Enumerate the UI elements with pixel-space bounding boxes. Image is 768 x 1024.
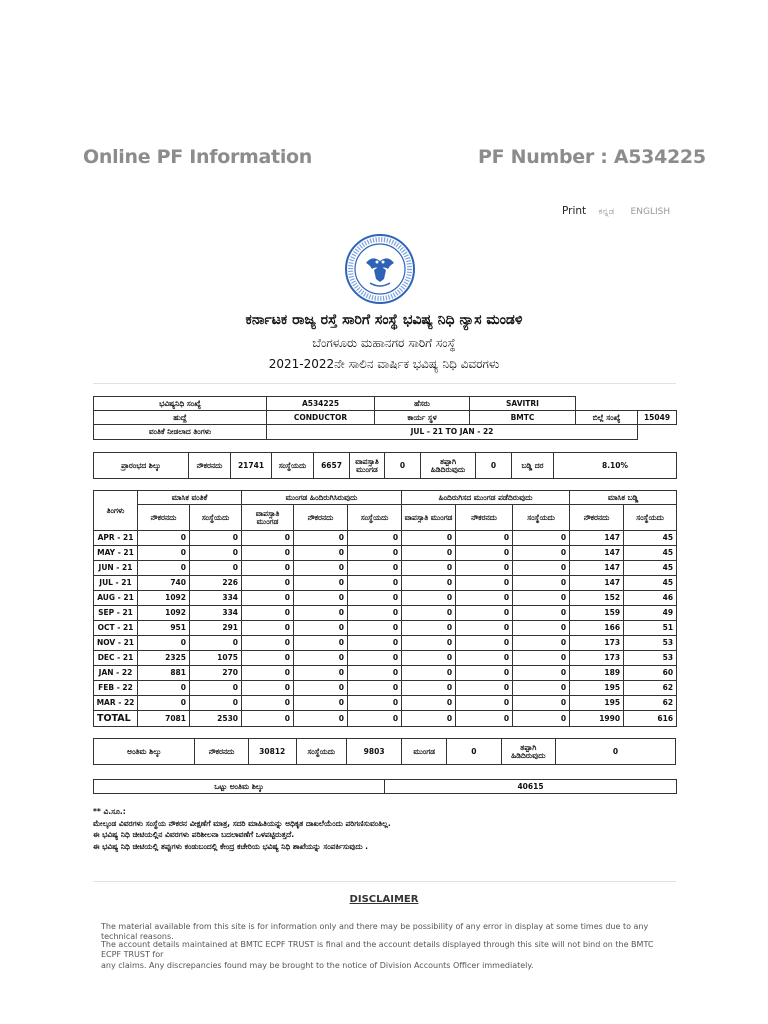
bmtc-logo xyxy=(344,233,416,305)
opening-refundable-label: ವಾಪಸ್ಸಾತಿ ಮುಂಗಡ xyxy=(350,453,385,479)
notes-heading: ** ವಿ.ಸೂ.: xyxy=(93,807,126,816)
sub-header: ನೌಕರನದು xyxy=(570,505,624,531)
note-line: ಮೇಲ್ಕಂಡ ವಿವರಗಳು ಸಂಸ್ಥೆಯ ನೌಕರನ ವೀಕ್ಷಣೆಗೆ ಮಾತ್ರ, ಸದರಿ ಮಾಹಿತಿಯನ್ನು ಅಧಿಕೃತ ದಾಖಲೆಯೆಂದು ಪರಿಗಣಿಸುವಂತಿಲ್ಲ. xyxy=(93,818,391,828)
value-cell: 226 xyxy=(190,576,242,591)
org-name: ಕರ್ನಾಟಕ ರಾಜ್ಯ ರಸ್ತೆ ಸಾರಿಗೆ ಸಂಸ್ಥೆ ಭವಿಷ್ಯ ನಿಧಿ ನ್ಯಾಸ ಮಂಡಳಿ xyxy=(245,312,523,328)
sub-header: ಸಂಸ್ಥೆಯದು xyxy=(513,505,570,531)
value-cell: 0 xyxy=(190,561,242,576)
closing-row xyxy=(94,739,676,765)
months-label: ವಂತಿಕೆ ನೀಡಲಾದ ತಿಂಗಳು xyxy=(94,425,267,440)
value-cell: 0 xyxy=(348,681,402,696)
value-cell: 0 xyxy=(456,711,513,727)
month-row xyxy=(94,651,677,666)
closing-balance-table xyxy=(93,738,676,765)
value-cell: 0 xyxy=(402,621,456,636)
value-cell: 147 xyxy=(570,561,624,576)
value-cell: 0 xyxy=(402,546,456,561)
disclaimer-text: any claims. Any discrepancies found may be brought to the notice of Division Accounts Officer immediately. xyxy=(101,961,534,970)
value-cell: 0 xyxy=(456,666,513,681)
value-cell: 0 xyxy=(348,651,402,666)
closing-employee-label: ನೌಕರನದು xyxy=(195,739,248,765)
value-cell: 1075 xyxy=(190,651,242,666)
closing-org-value: 9803 xyxy=(346,739,402,765)
month-row xyxy=(94,531,677,546)
value-cell: 0 xyxy=(294,621,348,636)
value-cell: 0 xyxy=(348,711,402,727)
months-value: JUL - 21 TO JAN - 22 xyxy=(267,425,638,440)
value-cell: 740 xyxy=(138,576,190,591)
value-cell: 152 xyxy=(570,591,624,606)
value-cell: 881 xyxy=(138,666,190,681)
page-title: Online PF Information xyxy=(83,146,313,168)
opening-org-value: 6657 xyxy=(314,453,350,479)
closing-missing-value: 0 xyxy=(556,739,676,765)
value-cell: 0 xyxy=(456,651,513,666)
value-cell: 0 xyxy=(190,681,242,696)
opening-refundable-value: 0 xyxy=(385,453,421,479)
month-header: ತಿಂಗಳು xyxy=(94,491,138,531)
month-cell: SEP - 21 xyxy=(94,606,138,621)
month-row xyxy=(94,546,677,561)
opening-org-label: ಸಂಸ್ಥೆಯದು xyxy=(272,453,314,479)
value-cell: 0 xyxy=(242,546,294,561)
value-cell: 0 xyxy=(242,666,294,681)
value-cell: 0 xyxy=(138,546,190,561)
value-cell: 195 xyxy=(570,696,624,711)
value-cell: 147 xyxy=(570,576,624,591)
note-line: ಈ ಭವಿಷ್ಯ ನಿಧಿ ಚೀಟಿಯಲ್ಲಿ ತಪ್ಪುಗಳು ಕಂಡುಬಂದಲ್ಲಿ ಕೇಂದ್ರ ಕಚೇರಿಯ ಭವಿಷ್ಯ ನಿಧಿ ಶಾಖೆಯನ್ನು ಸಂಪರ್ಕಿಸುವುದು . xyxy=(93,841,369,851)
value-cell: 0 xyxy=(513,606,570,621)
disclaimer-title: DISCLAIMER xyxy=(349,894,419,905)
month-cell: JUN - 21 xyxy=(94,561,138,576)
value-cell: 147 xyxy=(570,531,624,546)
closing-missing-label: ತಪ್ಪಾಗಿ ಹಿಡಿದಿರುವುದು xyxy=(501,739,555,765)
month-cell: JAN - 22 xyxy=(94,666,138,681)
value-cell: 45 xyxy=(624,576,677,591)
interest-label: ಬಡ್ಡಿ ದರ xyxy=(512,453,554,479)
grand-total-label: ಒಟ್ಟು ಅಂತಿಮ ಶಿಲ್ಕು xyxy=(94,780,385,794)
value-cell: 0 xyxy=(348,576,402,591)
value-cell: 0 xyxy=(513,621,570,636)
value-cell: 0 xyxy=(348,636,402,651)
value-cell: 0 xyxy=(513,591,570,606)
month-row xyxy=(94,621,677,636)
value-cell: 0 xyxy=(402,531,456,546)
month-row xyxy=(94,681,677,696)
value-cell: 0 xyxy=(513,636,570,651)
value-cell: 0 xyxy=(402,636,456,651)
value-cell: 0 xyxy=(402,666,456,681)
group-header: ಹಿಂದಿರುಗಿಸದ ಮುಂಗಡ ಪಡೆದಿರುವುದು xyxy=(402,491,570,505)
sub-header: ವಾಪಸ್ಸಾತಿ ಮುಂಗಡ xyxy=(402,505,456,531)
workplace-label: ಕಾರ್ಯ ಸ್ಥಳ xyxy=(375,411,470,425)
opening-employee-value: 21741 xyxy=(231,453,272,479)
interest-value: 8.10% xyxy=(554,453,677,479)
group-header: ಮುಂಗಡ ಹಿಂದಿರುಗಿಸಿರುವುದು xyxy=(242,491,402,505)
value-cell: 0 xyxy=(294,546,348,561)
value-cell: 0 xyxy=(138,696,190,711)
month-cell: DEC - 21 xyxy=(94,651,138,666)
value-cell: 0 xyxy=(456,606,513,621)
value-cell: 0 xyxy=(294,576,348,591)
value-cell: 0 xyxy=(348,591,402,606)
divider xyxy=(93,383,676,384)
month-row xyxy=(94,636,677,651)
value-cell: 60 xyxy=(624,666,677,681)
value-cell: 0 xyxy=(456,696,513,711)
value-cell: 0 xyxy=(402,576,456,591)
value-cell: 0 xyxy=(456,546,513,561)
pf-no-value: A534225 xyxy=(267,397,375,411)
value-cell: 46 xyxy=(624,591,677,606)
value-cell: 45 xyxy=(624,531,677,546)
value-cell: 51 xyxy=(624,621,677,636)
value-cell: 0 xyxy=(242,711,294,727)
value-cell: 0 xyxy=(242,636,294,651)
value-cell: 334 xyxy=(190,606,242,621)
closing-label: ಅಂತಿಮ ಶಿಲ್ಕು xyxy=(94,739,195,765)
value-cell: 0 xyxy=(242,696,294,711)
closing-advance-label: ಮುಂಗಡ xyxy=(402,739,447,765)
value-cell: 173 xyxy=(570,636,624,651)
value-cell: 0 xyxy=(513,546,570,561)
blank-cell xyxy=(638,425,677,440)
sub-header: ಸಂಸ್ಥೆಯದು xyxy=(624,505,677,531)
value-cell: 0 xyxy=(513,576,570,591)
value-cell: 0 xyxy=(513,561,570,576)
value-cell: 0 xyxy=(513,531,570,546)
opening-label: ಪ್ರಾರಂಭದ ಶಿಲ್ಕು xyxy=(94,453,189,479)
sub-header: ನೌಕರನದು xyxy=(294,505,348,531)
language-bar xyxy=(562,205,670,217)
sub-header: ಸಂಸ್ಥೆಯದು xyxy=(348,505,402,531)
grand-total-row xyxy=(94,780,677,794)
value-cell: 0 xyxy=(513,711,570,727)
value-cell: 53 xyxy=(624,636,677,651)
grand-total-value: 40615 xyxy=(385,780,677,794)
org-subtitle: ಬೆಂಗಳೂರು ಮಹಾನಗರ ಸಾರಿಗೆ ಸಂಸ್ಥೆ xyxy=(312,336,456,350)
info-row xyxy=(94,411,677,425)
sub-header-row xyxy=(94,505,677,531)
month-cell: TOTAL xyxy=(94,711,138,727)
group-header-row xyxy=(94,491,677,505)
value-cell: 0 xyxy=(513,696,570,711)
month-row xyxy=(94,576,677,591)
value-cell: 951 xyxy=(138,621,190,636)
print-link[interactable]: Print xyxy=(562,205,587,217)
disclaimer-text: The account details maintained at BMTC ECPF TRUST is final and the account details displayed through this site will not bind on the BMTC ECPF TRUST for xyxy=(101,940,654,959)
grand-total-table xyxy=(93,779,677,794)
value-cell: 0 xyxy=(138,636,190,651)
value-cell: 0 xyxy=(138,681,190,696)
value-cell: 0 xyxy=(190,696,242,711)
value-cell: 0 xyxy=(348,546,402,561)
opening-employee-label: ನೌಕರನದು xyxy=(189,453,231,479)
value-cell: 0 xyxy=(513,681,570,696)
value-cell: 0 xyxy=(348,696,402,711)
value-cell: 7081 xyxy=(138,711,190,727)
value-cell: 2530 xyxy=(190,711,242,727)
value-cell: 189 xyxy=(570,666,624,681)
month-row xyxy=(94,696,677,711)
month-cell: MAY - 21 xyxy=(94,546,138,561)
month-row xyxy=(94,561,677,576)
monthly-table xyxy=(93,490,677,727)
value-cell: 62 xyxy=(624,696,677,711)
value-cell: 0 xyxy=(294,561,348,576)
name-label: ಹೆಸರು xyxy=(375,397,470,411)
month-row xyxy=(94,666,677,681)
value-cell: 1092 xyxy=(138,606,190,621)
value-cell: 0 xyxy=(402,591,456,606)
value-cell: 0 xyxy=(402,711,456,727)
value-cell: 0 xyxy=(242,591,294,606)
note-line: ಈ ಭವಿಷ್ಯ ನಿಧಿ ಚೀಟಿಯಲ್ಲಿನ ವಿವರಗಳು ಪರಿಶೀಲನಾ ಬದಲಾವಣೆಗೆ ಒಳಪಟ್ಟಿರುತ್ತದೆ. xyxy=(93,830,295,839)
value-cell: 45 xyxy=(624,561,677,576)
value-cell: 0 xyxy=(294,606,348,621)
sub-header: ನೌಕರನದು xyxy=(138,505,190,531)
value-cell: 1092 xyxy=(138,591,190,606)
pf-no-label: ಭವಿಷ್ಯನಿಧಿ ಸಂಖ್ಯೆ xyxy=(94,397,267,411)
value-cell: 0 xyxy=(242,681,294,696)
group-header: ಮಾಸಿಕ ವಂತಿಕೆ xyxy=(138,491,242,505)
opening-missing-value: 0 xyxy=(476,453,512,479)
month-cell: MAR - 22 xyxy=(94,696,138,711)
month-cell: AUG - 21 xyxy=(94,591,138,606)
value-cell: 0 xyxy=(294,636,348,651)
sub-header: ಸಂಸ್ಥೆಯದು xyxy=(190,505,242,531)
value-cell: 0 xyxy=(456,561,513,576)
value-cell: 53 xyxy=(624,651,677,666)
month-cell: FEB - 22 xyxy=(94,681,138,696)
value-cell: 0 xyxy=(242,606,294,621)
info-row xyxy=(94,425,677,440)
value-cell: 0 xyxy=(190,636,242,651)
group-header: ಮಾಸಿಕ ಬಡ್ಡಿ xyxy=(570,491,677,505)
kannada-link[interactable]: ಕನ್ನಡ xyxy=(598,207,615,217)
divider xyxy=(93,881,676,882)
value-cell: 0 xyxy=(348,666,402,681)
value-cell: 0 xyxy=(348,606,402,621)
value-cell: 0 xyxy=(402,681,456,696)
sub-header: ನೌಕರನದು xyxy=(456,505,513,531)
value-cell: 49 xyxy=(624,606,677,621)
pf-number-title: PF Number : A534225 xyxy=(478,146,706,168)
value-cell: 173 xyxy=(570,651,624,666)
value-cell: 62 xyxy=(624,681,677,696)
month-row xyxy=(94,606,677,621)
value-cell: 0 xyxy=(456,531,513,546)
value-cell: 0 xyxy=(294,711,348,727)
value-cell: 0 xyxy=(348,621,402,636)
value-cell: 0 xyxy=(294,666,348,681)
value-cell: 0 xyxy=(456,636,513,651)
value-cell: 0 xyxy=(402,696,456,711)
value-cell: 270 xyxy=(190,666,242,681)
sub-header: ವಾಪಸ್ಸಾತಿ ಮುಂಗಡ xyxy=(242,505,294,531)
total-row xyxy=(94,711,677,727)
value-cell: 616 xyxy=(624,711,677,727)
value-cell: 0 xyxy=(138,531,190,546)
value-cell: 0 xyxy=(294,696,348,711)
designation-value: CONDUCTOR xyxy=(267,411,375,425)
value-cell: 0 xyxy=(242,531,294,546)
value-cell: 334 xyxy=(190,591,242,606)
value-cell: 0 xyxy=(456,621,513,636)
value-cell: 195 xyxy=(570,681,624,696)
value-cell: 2325 xyxy=(138,651,190,666)
english-link[interactable]: ENGLISH xyxy=(630,207,671,217)
value-cell: 0 xyxy=(348,531,402,546)
value-cell: 0 xyxy=(138,561,190,576)
value-cell: 0 xyxy=(402,651,456,666)
value-cell: 0 xyxy=(242,561,294,576)
notes xyxy=(93,806,391,852)
bill-no-label: ಬಿಲ್ಲೆ ಸಂಖ್ಯೆ xyxy=(576,411,638,425)
value-cell: 0 xyxy=(348,561,402,576)
statement-title: 2021-2022ನೇ ಸಾಲಿನ ವಾರ್ಷಿಕ ಭವಿಷ್ಯ ನಿಧಿ ವಿವರಗಳು xyxy=(268,357,500,371)
value-cell: 0 xyxy=(402,606,456,621)
info-table xyxy=(93,396,677,440)
month-cell: NOV - 21 xyxy=(94,636,138,651)
blank-cell xyxy=(576,397,677,411)
info-row xyxy=(94,397,677,411)
value-cell: 0 xyxy=(242,576,294,591)
value-cell: 0 xyxy=(294,531,348,546)
value-cell: 0 xyxy=(456,576,513,591)
value-cell: 0 xyxy=(190,531,242,546)
value-cell: 0 xyxy=(242,621,294,636)
opening-row xyxy=(94,453,677,479)
value-cell: 0 xyxy=(402,561,456,576)
value-cell: 0 xyxy=(456,591,513,606)
value-cell: 0 xyxy=(190,546,242,561)
month-cell: JUL - 21 xyxy=(94,576,138,591)
closing-employee-value: 30812 xyxy=(248,739,296,765)
bill-no-value: 15049 xyxy=(638,411,677,425)
name-value: SAVITRI xyxy=(470,397,576,411)
month-row xyxy=(94,591,677,606)
value-cell: 166 xyxy=(570,621,624,636)
opening-missing-label: ತಪ್ಪಾಗಿ ಹಿಡಿದಿರುವುದು xyxy=(421,453,476,479)
value-cell: 0 xyxy=(513,666,570,681)
value-cell: 0 xyxy=(242,651,294,666)
closing-advance-value: 0 xyxy=(447,739,501,765)
value-cell: 0 xyxy=(294,591,348,606)
workplace-value: BMTC xyxy=(470,411,576,425)
value-cell: 147 xyxy=(570,546,624,561)
value-cell: 0 xyxy=(294,651,348,666)
opening-balance-table xyxy=(93,452,677,479)
value-cell: 0 xyxy=(456,681,513,696)
value-cell: 1990 xyxy=(570,711,624,727)
month-cell: OCT - 21 xyxy=(94,621,138,636)
value-cell: 45 xyxy=(624,546,677,561)
value-cell: 0 xyxy=(513,651,570,666)
value-cell: 159 xyxy=(570,606,624,621)
designation-label: ಹುದ್ದೆ xyxy=(94,411,267,425)
value-cell: 0 xyxy=(294,681,348,696)
disclaimer-text: The material available from this site is for information only and there may be possibility of any error in display at some times due to any technical reasons. xyxy=(101,922,649,941)
closing-org-label: ಸಂಸ್ಥೆಯದು xyxy=(296,739,346,765)
value-cell: 291 xyxy=(190,621,242,636)
month-cell: APR - 21 xyxy=(94,531,138,546)
